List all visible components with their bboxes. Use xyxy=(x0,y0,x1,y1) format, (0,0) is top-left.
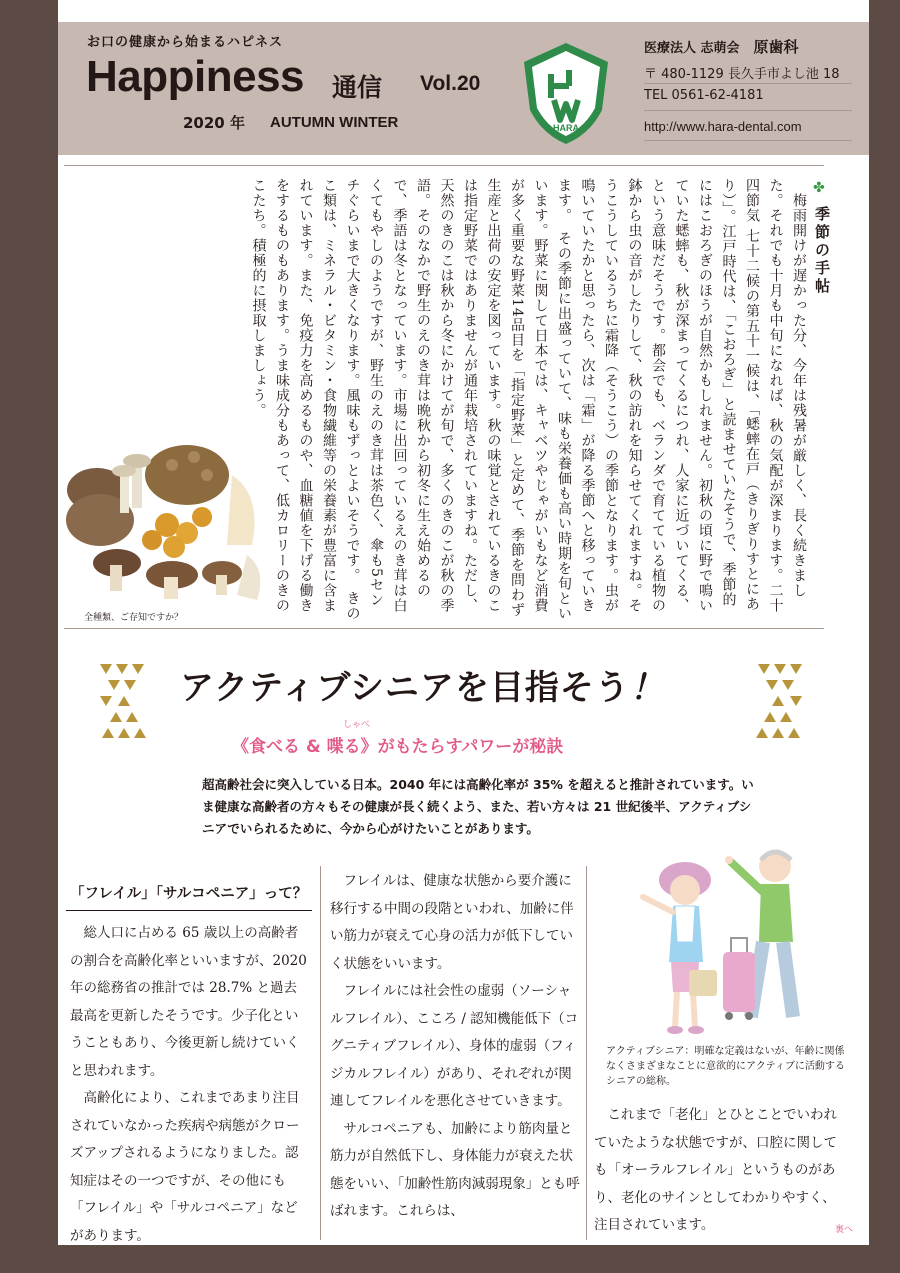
header-tagline: お口の健康から始まるハピネス xyxy=(87,35,284,50)
feature-title-text: アクティブシニアを目指そう xyxy=(180,668,630,708)
header-divider xyxy=(644,140,852,141)
issue-year: 2020 年 xyxy=(183,114,245,132)
active-seniors-illustration xyxy=(623,842,831,1042)
feature-title xyxy=(180,660,665,709)
paragraph: サルコペニアも、加齢により筋肉量と筋力が自然低下し、身体能力が衰えた状態をいい、「加齢性筋肉減弱現象」とも呼ばれます。これらは、 xyxy=(330,1120,580,1219)
gold-triangle-ornament-right xyxy=(748,660,804,754)
feature-column-1 xyxy=(70,920,310,1250)
paragraph: フレイルは、健康な状態から要介護に移行する中間の段階といわれ、加齢に伴い筋力が衰えて心身の活力が低下していく状態をいいます。 xyxy=(330,873,574,972)
clinic-website-link[interactable]: http://www.hara-dental.com xyxy=(644,119,802,134)
seniors-caption: アクティブシニア：明確な定義はないが、年齢に関係なくさまざまなことに意欲的にアクティブに活動するシニアの総称。 xyxy=(606,1046,845,1087)
clinic-logo xyxy=(520,40,612,146)
clinic-corp: 医療法人 志萌会 xyxy=(644,41,740,56)
newsletter-title-suffix: 通信 xyxy=(332,73,383,102)
volume-number: Vol.20 xyxy=(420,72,481,95)
paragraph: 高齢化により、これまであまり注目されていなかった疾病や病態がクローズアップされるようになりました。認知症はその一つですが、その他にも「フレイル」や「サルコペニア」などがあります。 xyxy=(70,1090,300,1244)
section-divider xyxy=(64,628,824,629)
season-column-body: 梅雨開けが遅かった分、今年は残暑が厳しく、長く続きました。それでも十月も中旬になれば、秋の気配が深まります。二十四節気 七十二候の第五十一候は、「蟋蟀在戸（きりぎりすとにあり）」。江戸時代は、「こおろぎ」と読ませていたそうで、季節的にはこおろぎのほうが自然かもしれません。初秋の頃に野で鳴いていた蟋蟀も、秋が深まってくるにつれ、人家に近づいてくる、という意味だそうです。都会でも、ベランダで育てている植物の鉢から虫の音がしたりして、秋の訪れを知らせてくれますね。そうこうしているうちに霜降（そうこう）の季節となります。虫が鳴いていたかと思ったら、次は「霜」が降る季節へと移っていきます。 その季節に出盛っていて、味も栄養価も高い時期を旬といいます。野菜に関して日本では、キャベツやじゃがいもなど消費が多く重要な野菜14品目を「指定野菜」と定めて、季節を問わず生産と出荷の安定を図っています。秋の味覚とされているきのこは指定野菜ではありませんが通年栽培されていますね。ただし、天然のきのこは秋から冬にかけてが旬で、多くのきのこが秋の季語。そのなかで野生のえのき茸は晩秋から初冬に生え始めるので、季語は冬となっています。市場に出回っているえのき茸は白くてもやしのようですが、野生のえのき茸は茶色く、傘も5センチぐらいまで大きくなります。風味もずっとよいそうです。 きのこ類は、ミネラル・ビタミン・食物繊維等の栄養素が豊富に含まれています。また、免疫力を高めるものや、血糖値を下げる働きをするものもあります。うま味成分もあって、低カロリーのきのこたち。積極的に摂取しましょう。 xyxy=(250,178,807,621)
clinic-brand: 原歯科 xyxy=(753,38,799,56)
paragraph: 総人口に占める 65 歳以上の高齢者の割合を高齢化率といいますが、2020 年の総務省の推計では 28.7% と過去最高を更新したそうです。少子化ということもあり、今後更新し続けていくと思われます。 xyxy=(70,925,307,1079)
feature-subtitle: 《食べる & 喋る》がもたらすパワーが秘訣 xyxy=(232,737,564,757)
feature-column-3 xyxy=(594,1102,838,1240)
header-divider xyxy=(644,83,852,84)
column-divider xyxy=(586,866,587,1240)
paragraph: フレイルには社会性の虚弱（ソーシャルフレイル）、こころ / 認知機能低下（コグニティブフレイル）、身体的虚弱（フィジカルフレイル）があり、それぞれが関連してフレイルを悪化させていきます。 xyxy=(330,983,579,1109)
header-divider xyxy=(644,110,852,111)
clinic-address: 〒 480-1129 長久手市よし池 18 xyxy=(644,67,840,82)
column-heading: 「フレイル」「サルコペニア」って？ xyxy=(70,886,308,902)
feature-column-2 xyxy=(330,868,580,1226)
newsletter-title: Happiness xyxy=(86,52,305,101)
feature-intro: 超高齢社会に突入している日本。2040 年には高齢化率が 35% を超えると推計されています。いま健康な高齢者の方々もその健康が長く続くよう、また、若い方々は 21 世紀後半、アクティブシニアでいられるために、今から心がけたいことがあります。 xyxy=(202,777,754,836)
column-divider xyxy=(320,866,321,1240)
heading-underline xyxy=(66,910,312,911)
clinic-phone: TEL 0561-62-4181 xyxy=(644,88,764,103)
issue-season: AUTUMN WINTER xyxy=(270,114,399,131)
clover-icon: ✤ xyxy=(813,180,825,196)
gold-triangle-ornament-left xyxy=(98,660,154,754)
mushroom-caption: 全種類、ご存知ですか？ xyxy=(84,613,184,623)
furigana: しゃべ xyxy=(343,720,371,730)
season-column-title: 季節の手帖 xyxy=(813,206,831,296)
feature-title-mark: ！ xyxy=(629,668,665,708)
logo-text: HARA xyxy=(553,123,579,133)
paragraph: これまで「老化」とひとことでいわれていたような状態ですが、口腔に関しても「オーラルフレイル」というものがあり、老化のサインとしてわかりやすく、注目されています。 xyxy=(594,1107,837,1233)
section-divider xyxy=(64,165,824,166)
continue-overleaf-link[interactable]: 裏へ xyxy=(835,1225,854,1235)
mushroom-photo xyxy=(62,435,272,605)
clinic-name xyxy=(644,36,799,57)
